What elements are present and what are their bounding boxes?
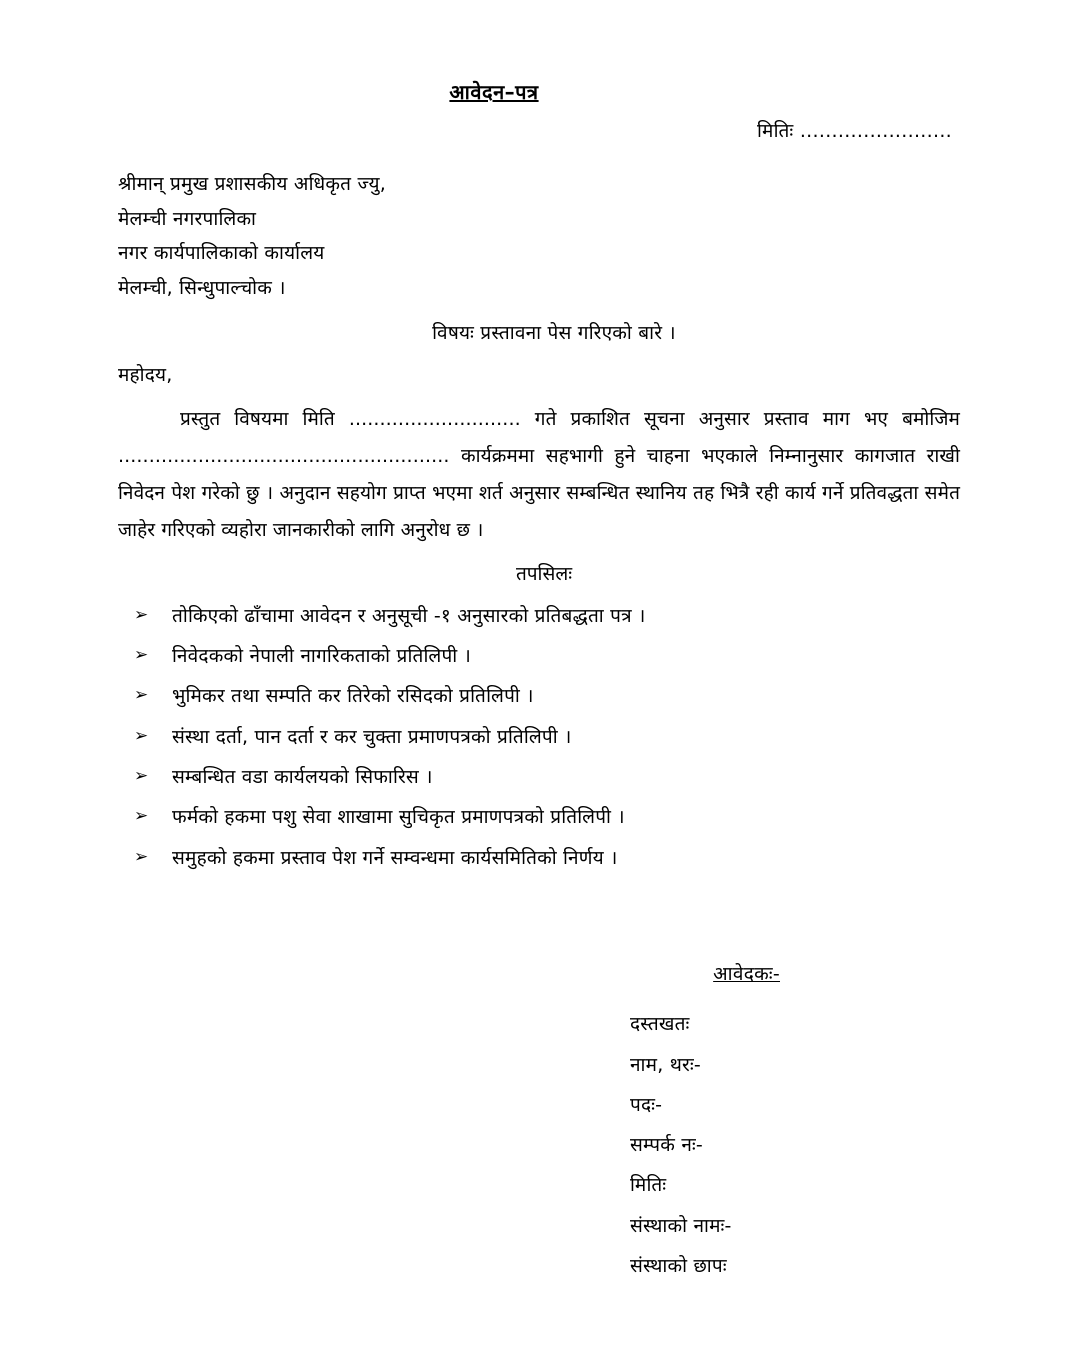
body-paragraph [118, 401, 960, 549]
date-field: मितिः ........................ [757, 120, 952, 142]
address-line: श्रीमान् प्रमुख प्रशासकीय अधिकृत ज्यु, [118, 173, 386, 195]
signature-field: संस्थाको नामः- [630, 1214, 732, 1237]
address-line: मेलम्ची, सिन्धुपाल्चोक । [118, 276, 286, 299]
arrow-bullet-icon: ➢ [134, 846, 149, 867]
list-item [128, 838, 960, 878]
list-item [128, 596, 960, 636]
list-item-label: सम्बन्धित वडा कार्यलयको सिफारिस । [172, 766, 433, 789]
arrow-bullet-icon: ➢ [134, 644, 149, 665]
list-item [128, 636, 960, 676]
signature-field: मितिः [630, 1174, 667, 1197]
list-item [128, 676, 960, 716]
list-item-label: फर्मको हकमा पशु सेवा शाखामा सुचिकृत प्रमाणपत्रको प्रतिलिपी । [172, 806, 625, 829]
salutation: महोदय, [118, 364, 173, 387]
list-item [128, 797, 960, 837]
schedule-heading: तपसिलः [515, 562, 573, 585]
arrow-bullet-icon: ➢ [134, 725, 149, 746]
list-item-label: भुमिकर तथा सम्पति कर तिरेको रसिदको प्रतिलिपी । [172, 685, 534, 708]
signature-field: संस्थाको छापः [630, 1254, 727, 1277]
signature-block [118, 1004, 960, 1286]
list-item-label: संस्था दर्ता, पान दर्ता र कर चुक्ता प्रमाणपत्रको प्रतिलिपी । [172, 725, 572, 748]
arrow-bullet-icon: ➢ [134, 604, 149, 625]
page-title: आवेदन–पत्र [449, 80, 539, 104]
applicant-heading: आवेदकः- [713, 963, 780, 986]
signature-field: दस्तखतः [630, 1013, 690, 1036]
list-item [128, 757, 960, 797]
signature-field: नाम, थरः- [630, 1053, 701, 1076]
body-text: प्रस्तुत विषयमा मिति ............................ गते प्रकाशित सूचना अनुसार प्रस्ताव माग भए बमोजिम ...................................................... कार्यक्रममा सहभागी हुने चाहना भएकाले निम्नानुसार कागजात राखी निवेदन पेश गरेको छु । अनुदान सहयोग प्राप्त भएमा शर्त अनुसार सम्बन्धित स्थानिय तह भित्रै रही कार्य गर्ने प्रतिवद्धता समेत जाहेर गरिएको व्यहोरा जानकारीको लागि अनुरोध छ । [118, 408, 960, 542]
signature-field: पदः- [630, 1093, 663, 1116]
recipient-address-block [118, 167, 960, 305]
address-line: मेलम्ची नगरपालिका [118, 207, 257, 230]
list-item [128, 717, 960, 757]
address-line: नगर कार्यपालिकाको कार्यालय [118, 242, 325, 265]
list-item-label: समुहको हकमा प्रस्ताव पेश गर्ने सम्वन्धमा कार्यसमितिको निर्णय । [172, 846, 618, 869]
requirements-list [118, 596, 960, 879]
subject-line: विषयः प्रस्तावना पेस गरिएको बारे । [432, 322, 676, 345]
signature-field: सम्पर्क नः- [630, 1134, 703, 1157]
list-item-label: निवेदकको नेपाली नागरिकताको प्रतिलिपी । [172, 644, 472, 667]
list-item-label: तोकिएको ढाँचामा आवेदन र अनुसूची -१ अनुसारको प्रतिबद्धता पत्र । [172, 604, 646, 627]
arrow-bullet-icon: ➢ [134, 685, 149, 706]
arrow-bullet-icon: ➢ [134, 766, 149, 787]
arrow-bullet-icon: ➢ [134, 806, 149, 827]
